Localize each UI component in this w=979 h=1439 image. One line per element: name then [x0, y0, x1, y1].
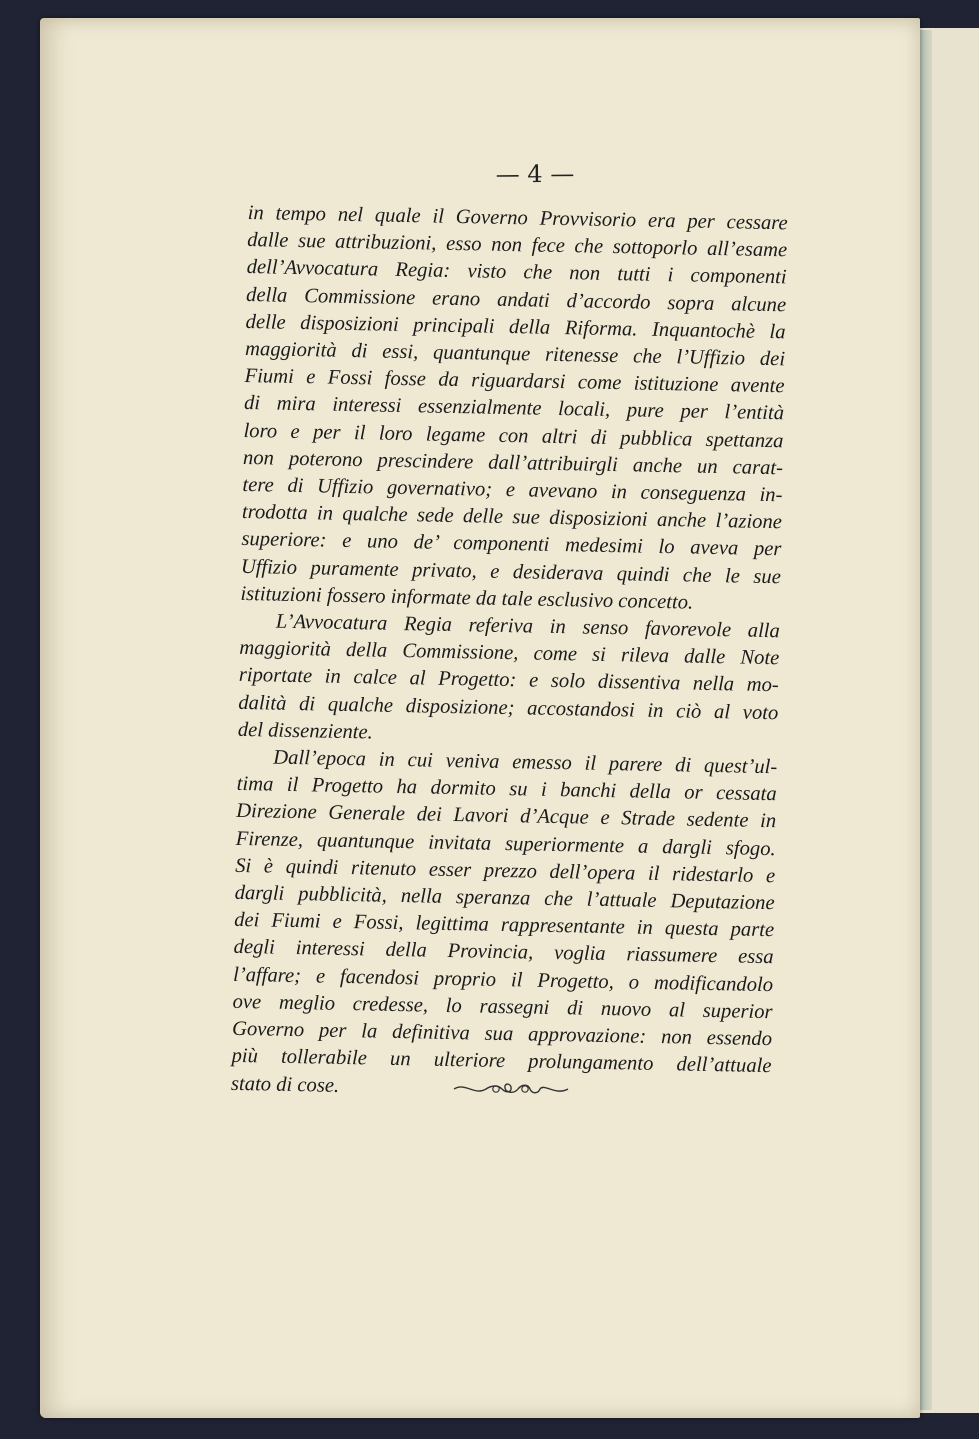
text-line: maggiorità di essi, quantunque ritenesse che l’Uffizio dei [244, 337, 786, 371]
body-text [231, 200, 788, 1108]
text-line: Governo per la definitiva sua approvazione: non essendo [231, 1017, 773, 1051]
text-line: dalità di qualche disposizione; accostandosi in ciò al voto [238, 691, 779, 724]
text-line: Firenze, quantunque invitata superiormente a dargli sfogo. [235, 827, 776, 860]
text-line: dargli pubblicità, nella speranza che l’attuale Deputazione [234, 881, 775, 915]
text-line: dei Fiumi e Fossi, legittima rappresentante in questa parte [233, 909, 775, 942]
text-line: trodotta in qualche sede delle sue disposizioni anche l’azione [241, 501, 783, 534]
page-number: — 4 — [495, 159, 575, 189]
text-line: dell’Avvocatura Regia: visto che non tutti i componenti [246, 256, 787, 289]
text-line: Si è quindi ritenuto esser prezzo dell’opera il ridestarlo e [235, 854, 776, 888]
text-line: in tempo nel quale il Governo Provvisorio era per cessare [247, 201, 788, 235]
text-line: loro e per il loro legame con altri di pubblica spettanza [243, 419, 784, 452]
decorative-flourish-icon [452, 1078, 570, 1100]
text-line: istituzioni fossero informate da tale esclusivo concetto. [240, 582, 694, 614]
text-line: di mira interessi essenzialmente locali, pure per l’entità [243, 392, 785, 425]
text-line: superiore: e uno de’ componenti medesimi lo aveva per [241, 528, 782, 561]
paragraph-start: Dall’epoca in cui veniva emesso il parere di quest’ul- [273, 746, 778, 779]
text-line: del dissenziente. [237, 718, 373, 744]
text-line: tima il Progetto ha dormito su i banchi della or cessata [236, 773, 777, 806]
text-line: tere di Uffizio governativo; e avevano in conseguenza in- [242, 473, 783, 507]
text-line: delle disposizioni principali della Riforma. Inquantochè la [245, 310, 786, 344]
text-line: ove meglio credesse, lo rassegni di nuovo al superior [232, 990, 773, 1024]
text-line: della Commissione erano andati d’accordo sopra alcune [245, 283, 787, 316]
text-line: stato di cose. [230, 1072, 340, 1097]
text-line: più tollerabile un ulteriore prolungamento dell’attuale [231, 1045, 772, 1078]
text-line: Direzione Generale dei Lavori d’Acque e Strade sedente in [236, 800, 777, 833]
text-line: riportate in calce al Progetto: e solo dissentiva nella mo- [238, 664, 779, 697]
text-line: maggiorità della Commissione, come si rileva dalle Note [239, 637, 780, 670]
text-line: non poterono prescindere dall’attribuirgli anche un carat- [242, 446, 784, 480]
text-line: dalle sue attribuzioni, esso non fece che sottoporlo all’esame [247, 229, 788, 262]
text-line: Fiumi e Fossi fosse da riguardarsi come istituzione avente [244, 365, 785, 398]
text-line: l’affare; e facendosi proprio il Progetto, o modificandolo [232, 963, 774, 996]
text-line: Uffizio puramente privato, e desiderava quindi che le sue [240, 555, 782, 588]
text-line: degli interessi della Provincia, voglia riassumere essa [233, 936, 774, 969]
paragraph-start: L’Avvocatura Regia referiva in senso favorevole alla [275, 610, 781, 643]
